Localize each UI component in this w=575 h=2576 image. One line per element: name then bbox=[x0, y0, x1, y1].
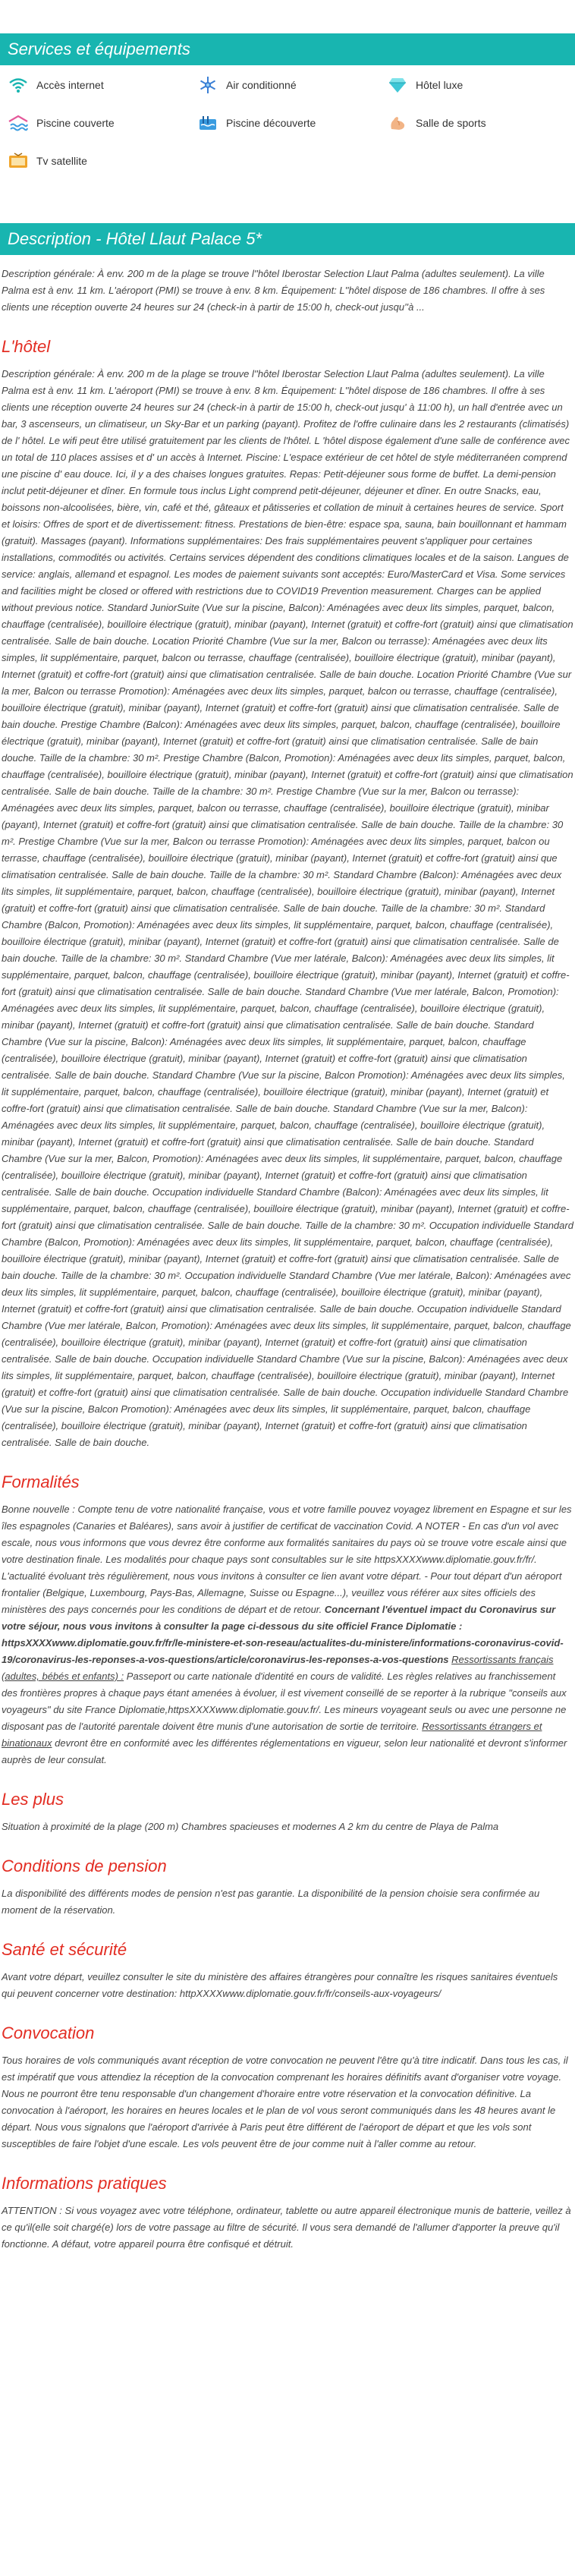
formalites-link-french[interactable]: Ressortissants français (adultes, bébés et enfants) : bbox=[2, 1654, 554, 1682]
formalites-p2: Passeport ou carte nationale d'identité en cours de validité. Les règles relatives au franchissement des frontières propres à chaque pays étant amenées à évoluer, il est vivement conseillé de se reporter à la rubrique "conseils aux voyageurs" du site France Diplomatie,httpsXXXXwww.diplomatie.gouv.fr/. Les mineurs voyageant seuls ou avec une personne ne disposant pas de l'autorité parentale doivent être munis d'une autorisation de sortie de territoire. bbox=[2, 1671, 567, 1732]
tv-icon bbox=[8, 152, 29, 170]
formalites-p3: devront être en conformité avec les différentes réglementations en vigueur, selon leur nationalité et devront s'informer auprès de leur consulat. bbox=[2, 1737, 567, 1765]
diamond-icon bbox=[387, 76, 408, 94]
sante-text: Avant votre départ, veuillez consulter le site du ministère des affaires étrangères pour connaître les risques sanitaires éventuels qui peuvent concerner votre destination: httpXXXXwww.diplomatie.gouv.fr/fr/conseils-aux-voyageurs/ bbox=[2, 1971, 558, 1999]
formalites-coronavirus-notice: Concernant l'éventuel impact du Coronavirus sur votre séjour, nous vous invitons à consulter la page ci-dessous du site officiel France Diplomatie : httpsXXXXwww.diplomatie.gouv.fr/fr/le-ministere-et-son-reseau/actualites-du-ministere/informations-coronavirus-covid-19/coronavirus-les-reponses-a-vos-questions/article/coronavirus-les-reponses-a-vos-questions bbox=[2, 1604, 564, 1665]
formalites-heading: Formalités bbox=[2, 1472, 80, 1491]
hotel-heading: L'hôtel bbox=[2, 337, 51, 356]
amenity-indoor-pool bbox=[8, 114, 197, 132]
description-intro: Description générale: À env. 200 m de la plage se trouve l''hôtel Iberostar Selection Llaut Palma (adultes seulement). La ville Palma est à env. 11 km. L'aéroport (PMI) se trouve à env. 8 km. Équipement: L''hôtel dispose de 186 chambres. Il offre à ses clients une réception ouverte 24 heures sur 24 (check-in à partir de 15:00 h, check-out jusqu''à ... bbox=[2, 268, 545, 313]
formalites-text bbox=[2, 1501, 573, 1768]
infos-heading: Informations pratiques bbox=[2, 2174, 167, 2193]
amenity-internet bbox=[8, 76, 197, 94]
hotel-text: Description générale: À env. 200 m de la plage se trouve l''hôtel Iberostar Selection Llaut Palma (adultes seulement). La ville Palma est à env. 11 km. L'aéroport (PMI) se trouve à env. 8 km. Équipement: L''hôtel dispose de 186 chambres. Il offre à ses clients une réception ouverte 24 heures sur 24 (check-in à partir de 15:00 h, check-out jusqu' à 11:00 h), un hall d'entrée avec un bar, 3 ascenseurs, un climatiseur, un Sky-Bar et un parking (payant). Profitez de l'offre culinaire dans les 2 restaurants (climatisés) de l' hôtel. Le wifi peut être utilisé gratuitement par les clients de l'hôtel. L 'hôtel dispose également d'une salle de conférence avec un total de 110 places assises et d' un accès à Internet. Piscine: L'espace extérieur de cet hôtel de style méditerranéen comprend une piscine d' eau douce. Ici, il y a des chaises longues gratuites. Repas: Petit-déjeuner sous forme de buffet. La demi-pension inclut petit-déjeuner et dîner. En formule tous inclus Light comprend petit-déjeuner, déjeuner et dîner. En outre Snacks, eau, boissons non-alcoolisées, bière, vin, café et thé, gâteaux et pâtisseries et collation de minuit à certaines heures de service. Sport et loisirs: Offres de sport et de divertissement: fitness. Prestations de bien-être: espace spa, sauna, bain bouillonnant et hammam (gratuit). Massages (payant). Informations supplémentaires: Des frais supplémentaires peuvent s'appliquer pour certaines installations, commodités ou activités. Certains services dépendent des conditions climatiques locales et de la saison. Langues de service: anglais, allemand et espagnol. Les modes de paiement suivants sont acceptés: Euro/MasterCard et Visa. Some services and facilities might be closed or offered with restrictions due to COVID19 Prevention measurement. Charges can be applied without previous notice. Standard JuniorSuite (Vue sur la piscine, Balcon): Aménagées avec deux lits simples, parquet, balcon, chauffage (centralisée), bouilloire électrique (gratuit), minibar (payant), Internet (gratuit) et coffre-fort (gratuit) ainsi que climatisation centralisée. Salle de bain douche. Location Priorité Chambre (Vue sur la mer, Balcon ou terrasse): Aménagées avec deux lits simples, lit supplémentaire, parquet, balcon ou terrasse, chauffage (centralisée), bouilloire électrique (gratuit), minibar (payant), Internet (gratuit) et coffre-fort (gratuit) ainsi que climatisation centralisée. Salle de bain douche. Location Priorité Chambre (Vue sur la mer, Balcon ou terrasse Promotion): Aménagées avec deux lits simples, parquet, balcon ou terrasse, chauffage (centralisée), bouilloire électrique (gratuit), minibar (payant), Internet (gratuit) et coffre-fort (gratuit) ainsi que climatisation centralisée. Salle de bain douche. Prestige Chambre (Balcon): Aménagées avec deux lits simples, parquet, balcon, chauffage (centralisée), bouilloire électrique (gratuit), minibar (payant), Internet (gratuit) et coffre-fort (gratuit) ainsi que climatisation centralisée. Salle de bain douche. Taille de la chambre: 30 m². Prestige Chambre (Balcon, Promotion): Aménagées avec deux lits simples, parquet, balcon, chauffage (centralisée), bouilloire électrique (gratuit), minibar (payant), Internet (gratuit) et coffre-fort (gratuit) ainsi que climatisation centralisée. Salle de bain douche. Taille de la chambre: 30 m². Prestige Chambre (Vue sur la mer, Balcon ou terrasse): Aménagées avec deux lits simples, parquet, balcon ou terrasse, chauffage (centralisée), bouilloire électrique (gratuit), minibar (payant), Internet (gratuit) et coffre-fort (gratuit) ainsi que climatisation centralisée. Salle de bain douche. Taille de la chambre: 30 m². Prestige Chambre (Vue sur la mer, Balcon ou terrasse Promotion): Aménagées avec deux lits simples, parquet, balcon ou terrasse, chauffage (centralisée), bouilloire électrique (gratuit), minibar (payant), Internet (gratuit) et coffre-fort (gratuit) ainsi que climatisation centralisée. Salle de bain douche. Taille de la chambre: 30 m². Standard Chambre (Balcon): Aménagées avec deux lits simples, lit supplémentaire, parquet, balcon, chauffage (centralisée), bouilloire électrique (gratuit), minibar (payant), Internet (gratuit) et coffre-fort (gratuit) ainsi que climatisation centralisée. Salle de bain douche. Taille de la chambre: 30 m². Standard Chambre (Balcon, Promotion): Aménagées avec deux lits simples, lit supplémentaire, parquet, balcon, chauffage (centralisée), bouilloire électrique (gratuit), minibar (payant), Internet (gratuit) et coffre-fort (gratuit) ainsi que climatisation centralisée. Salle de bain douche. Taille de la chambre: 30 m². Standard Chambre (Vue mer latérale, Balcon): Aménagées avec deux lits simples, lit supplémentaire, parquet, balcon, chauffage (centralisée), bouilloire électrique (gratuit), minibar (payant), Internet (gratuit) et coffre-fort (gratuit) ainsi que climatisation centralisée. Salle de bain douche. Standard Chambre (Vue mer latérale, Balcon, Promotion): Aménagées avec deux lits simples, lit supplémentaire, parquet, balcon, chauffage (centralisée), bouilloire électrique (gratuit), minibar (payant), Internet (gratuit) et coffre-fort (gratuit) ainsi que climatisation centralisée. Salle de bain douche. Standard Chambre (Vue sur la piscine, Balcon): Aménagées avec deux lits simples, lit supplémentaire, parquet, balcon, chauffage (centralisée), bouilloire électrique (gratuit), minibar (payant), Internet (gratuit) et coffre-fort (gratuit) ainsi que climatisation centralisée. Salle de bain douche. Standard Chambre (Vue sur la piscine, Balcon Promotion): Aménagées avec deux lits simples, lit supplémentaire, parquet, balcon, chauffage (centralisée), bouilloire électrique (gratuit), minibar (payant), Internet (gratuit) et coffre-fort (gratuit) ainsi que climatisation centralisée. Salle de bain douche. Standard Chambre (Vue sur la mer, Balcon): Aménagées avec deux lits simples, lit supplémentaire, parquet, balcon, chauffage (centralisée), bouilloire électrique (gratuit), minibar (payant), Internet (gratuit) et coffre-fort (gratuit) ainsi que climatisation centralisée. Salle de bain douche. Standard Chambre (Vue sur la mer, Balcon, Promotion): Aménagées avec deux lits simples, lit supplémentaire, parquet, balcon, chauffage (centralisée), bouilloire électrique (gratuit), minibar (payant), Internet (gratuit) et coffre-fort (gratuit) ainsi que climatisation centralisée. Salle de bain douche. Occupation individuelle Standard Chambre (Balcon): Aménagées avec deux lits simples, lit supplémentaire, parquet, balcon, chauffage (centralisée), bouilloire électrique (gratuit), minibar (payant), Internet (gratuit) et coffre-fort (gratuit) ainsi que climatisation centralisée. Salle de bain douche. Taille de la chambre: 30 m². Occupation individuelle Standard Chambre (Balcon, Promotion): Aménagées avec deux lits simples, lit supplémentaire, parquet, balcon, chauffage (centralisée), bouilloire électrique (gratuit), minibar (payant), Internet (gratuit) et coffre-fort (gratuit) ainsi que climatisation centralisée. Salle de bain douche. Taille de la chambre: 30 m². Occupation individuelle Standard Chambre (Vue mer latérale, Balcon): Aménagées avec deux lits simples, lit supplémentaire, parquet, balcon, chauffage (centralisée), bouilloire électrique (gratuit), minibar (payant), Internet (gratuit) et coffre-fort (gratuit) ainsi que climatisation centralisée. Salle de bain douche. Occupation individuelle Standard Chambre (Vue mer latérale, Balcon, Promotion): Aménagées avec deux lits simples, lit supplémentaire, parquet, balcon, chauffage (centralisée), bouilloire électrique (gratuit), minibar (payant), Internet (gratuit) et coffre-fort (gratuit) ainsi que climatisation centralisée. Salle de bain douche. Occupation individuelle Standard Chambre (Vue sur la piscine, Balcon): Aménagées avec deux lits simples, lit supplémentaire, parquet, balcon, chauffage (centralisée), bouilloire électrique (gratuit), minibar (payant), Internet (gratuit) et coffre-fort (gratuit) ainsi que climatisation centralisée. Salle de bain douche. Occupation individuelle Standard Chambre (Vue sur la piscine, Balcon Promotion): Aménagées avec deux lits simples, lit supplémentaire, parquet, balcon, chauffage (centralisée), bouilloire électrique (gratuit), minibar (payant), Internet (gratuit) et coffre-fort (gratuit) ainsi que climatisation centralisée. Salle de bain douche. bbox=[2, 368, 573, 1448]
formalites-link-foreign[interactable]: Ressortissants étrangers et binationaux bbox=[2, 1721, 542, 1749]
indoor-pool-icon bbox=[8, 114, 29, 132]
amenity-outdoor-pool bbox=[197, 114, 387, 132]
plus-text: Situation à proximité de la plage (200 m) Chambres spacieuses et modernes A 2 km du centre de Playa de Palma bbox=[2, 1821, 499, 1832]
plus-heading: Les plus bbox=[2, 1790, 64, 1809]
infos-text: ATTENTION : Si vous voyagez avec votre téléphone, ordinateur, tablette ou autre appareil électronique munis de batterie, veillez à ce qu'il(elle soit chargé(e) lors de votre passage au filtre de sécurité. Il vous sera demandé de l'allumer d'apporter la preuve qu'il fonctionne. A défaut, votre appareil pourra être confisqué et détruit. bbox=[2, 2205, 571, 2250]
amenities-banner: Services et équipements bbox=[0, 33, 575, 65]
sante-heading: Santé et sécurité bbox=[2, 1940, 127, 1959]
amenity-label: Piscine découverte bbox=[226, 117, 316, 129]
formalites-p1: Bonne nouvelle : Compte tenu de votre nationalité française, vous et votre famille pouvez voyagez librement en Espagne et sur les îles espagnoles (Canaries et Baléares), sans avoir à justifier de certificat de vaccination Covid. A NOTER - En cas d'un vol avec escale, nous vous informons que vous devrez être conforme aux formalités sanitaires du pays où se trouve votre escale ainsi que votre destination finale. Les modalités pour chaque pays sont consultables sur le site httpsXXXXwww.diplomatie.gouv.fr/fr/. L'actualité évoluant très régulièrement, nous vous invitons à consulter ce lien avant votre départ. - Pour tout départ d'un aéroport frontalier (Belgique, Luxembourg, Pays-Bas, Allemagne, Suisse ou Espagne...), veuillez vous référer aux sites officiels des ministères des pays concernés pour les conditions de départ et de retour. bbox=[2, 1504, 572, 1615]
amenity-luxury bbox=[387, 76, 569, 94]
snowflake-icon bbox=[197, 76, 218, 94]
amenity-label: Piscine couverte bbox=[36, 117, 115, 129]
convocation-text: Tous horaires de vols communiqués avant réception de votre convocation ne peuvent l'être qu'à titre indicatif. Dans tous les cas, il est impératif que vous attendiez la réception de la convocation comprenant les horaires définitifs avant d'organiser votre voyage. Nous ne pourront être tenu responsable d'un changement d'horaire entre votre réservation et la convocation définitive. La convocation à l'aéroport, les horaires en heures locales et le plan de vol vous seront communiqués dans les 48 heures avant le départ. Nous vous signalons que l'aéroport d'arrivée à Paris peut être différent de l'aéroport de départ et que les vols sont susceptibles de faire l'objet d'une escale. Les vols peuvent être de jour comme nuit à l'aller comme au retour. bbox=[2, 2055, 568, 2149]
amenities-section bbox=[0, 65, 575, 178]
convocation-heading: Convocation bbox=[2, 2023, 95, 2042]
wifi-icon bbox=[8, 76, 29, 94]
amenity-label: Air conditionné bbox=[226, 79, 297, 91]
pension-heading: Conditions de pension bbox=[2, 1856, 167, 1875]
amenities-grid bbox=[8, 76, 567, 170]
amenity-label: Salle de sports bbox=[416, 117, 486, 129]
description-section bbox=[0, 266, 575, 2253]
pension-text: La disponibilité des différents modes de pension n'est pas garantie. La disponibilité de la pension choisie sera confirmée au moment de la réservation. bbox=[2, 1888, 540, 1916]
amenity-gym bbox=[387, 114, 569, 132]
amenity-aircon bbox=[197, 76, 387, 94]
muscle-icon bbox=[387, 114, 408, 132]
amenity-tv bbox=[8, 152, 197, 170]
outdoor-pool-icon bbox=[197, 114, 218, 132]
amenity-label: Tv satellite bbox=[36, 155, 87, 167]
amenity-label: Accès internet bbox=[36, 79, 104, 91]
amenity-label: Hôtel luxe bbox=[416, 79, 463, 91]
description-banner: Description - Hôtel Llaut Palace 5* bbox=[0, 223, 575, 255]
